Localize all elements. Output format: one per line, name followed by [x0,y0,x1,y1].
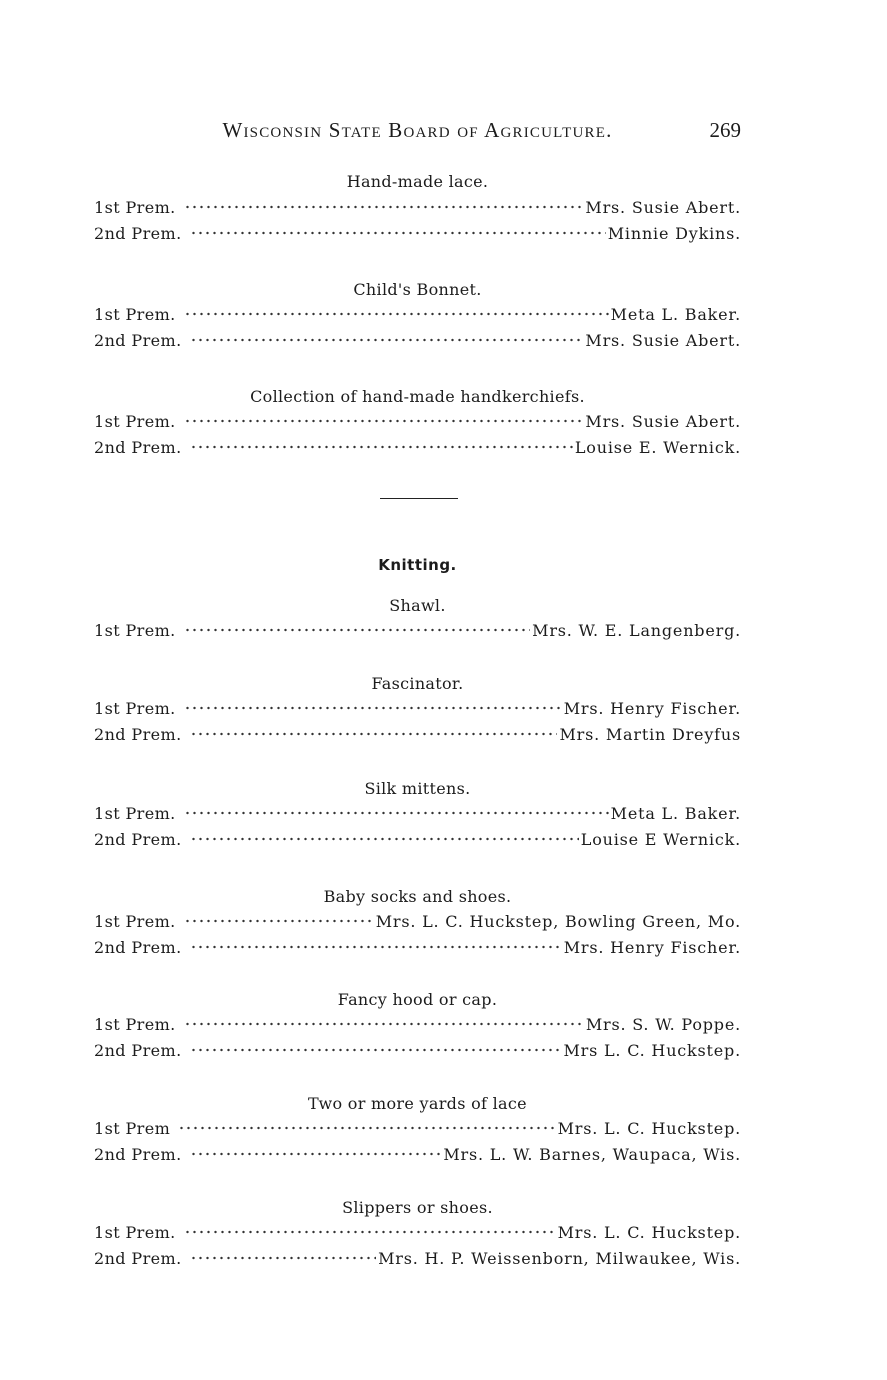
premium-label: 2nd Prem. [94,830,182,849]
premium-entry [94,699,741,721]
premium-label: 1st Prem [94,1119,171,1138]
premium-label: 1st Prem. [94,804,176,823]
premium-label: 1st Prem. [94,699,176,718]
winner-name: Meta L. Baker. [610,305,741,324]
running-title: Wisconsin State Board of Agriculture. [222,118,613,142]
dot-leader [184,1230,556,1234]
premium-entry [94,1119,741,1141]
premium-entry [94,1015,741,1037]
dot-leader [184,811,609,815]
category-title: Two or more yards of lace [308,1094,527,1113]
premium-label: 1st Prem. [94,1223,176,1242]
premium-label: 1st Prem. [94,305,176,324]
premium-label: 2nd Prem. [94,331,182,350]
winner-name: Mrs. Henry Fischer. [563,699,741,718]
dot-leader [190,837,579,841]
premium-label: 2nd Prem. [94,438,182,457]
premium-entry [94,621,741,643]
dot-leader [184,919,374,923]
winner-name: Mrs. Henry Fischer. [563,938,741,957]
winner-name: Mrs. Martin Dreyfus [559,725,741,744]
premium-entry [94,912,741,934]
premium-label: 2nd Prem. [94,938,182,957]
premium-entry [94,438,741,460]
dot-leader [184,628,530,632]
winner-name: Meta L. Baker. [610,804,741,823]
winner-name: Mrs. L. C. Huckstep. [557,1223,741,1242]
premium-entry [94,1041,741,1063]
premium-entry [94,830,741,852]
premium-entry [94,198,741,220]
winner-name: Mrs. L. W. Barnes, Waupaca, Wis. [443,1145,741,1164]
premium-label: 1st Prem. [94,412,176,431]
dot-leader [190,231,606,235]
premium-label: 2nd Prem. [94,1249,182,1268]
category-title: Collection of hand-made handkerchiefs. [250,387,585,406]
dot-leader [184,205,584,209]
winner-name: Mrs. Susie Abert. [585,412,741,431]
dot-leader [190,445,573,449]
premium-entry [94,804,741,826]
winner-name: Minnie Dykins. [607,224,741,243]
winner-name: Mrs. H. P. Weissenborn, Milwaukee, Wis. [378,1249,741,1268]
premium-entry [94,938,741,960]
category-title: Silk mittens. [364,779,471,798]
category-title: Fancy hood or cap. [337,990,498,1009]
category-title: Baby socks and shoes. [323,887,512,906]
premium-entry [94,412,741,434]
winner-name: Mrs. L. C. Huckstep, Bowling Green, Mo. [375,912,741,931]
dot-leader [184,419,584,423]
premium-entry [94,1223,741,1245]
winner-name: Louise E Wernick. [580,830,741,849]
premium-label: 1st Prem. [94,198,176,217]
premium-label: 1st Prem. [94,1015,176,1034]
category-title: Child's Bonnet. [353,280,482,299]
category-title: Hand-made lace. [346,172,489,191]
category-title: Slippers or shoes. [342,1198,493,1217]
dot-leader [190,1152,442,1156]
dot-leader [178,1126,555,1130]
running-head [94,118,741,148]
winner-name: Mrs. S. W. Poppe. [585,1015,741,1034]
dot-leader [190,1256,377,1260]
winner-name: Mrs. W. E. Langenberg. [532,621,741,640]
premium-entry [94,1145,741,1167]
dot-leader [190,338,584,342]
section-divider [380,498,458,499]
category-title: Shawl. [389,596,446,615]
premium-label: 2nd Prem. [94,725,182,744]
premium-label: 1st Prem. [94,912,176,931]
premium-label: 2nd Prem. [94,1145,182,1164]
dot-leader [184,1022,584,1026]
dot-leader [184,706,562,710]
winner-name: Louise E. Wernick. [574,438,741,457]
dot-leader [184,312,609,316]
category-title: Fascinator. [371,674,464,693]
premium-entry [94,331,741,353]
section-heading: Knitting. [378,556,457,574]
premium-entry [94,305,741,327]
dot-leader [190,732,558,736]
premium-entry [94,725,741,747]
dot-leader [190,945,562,949]
premium-entry [94,224,741,246]
premium-entry [94,1249,741,1271]
winner-name: Mrs. Susie Abert. [585,198,741,217]
winner-name: Mrs. L. C. Huckstep. [557,1119,741,1138]
premium-label: 2nd Prem. [94,1041,182,1060]
winner-name: Mrs. Susie Abert. [585,331,741,350]
premium-label: 1st Prem. [94,621,176,640]
page-number: 269 [709,118,741,142]
winner-name: Mrs L. C. Huckstep. [563,1041,741,1060]
dot-leader [190,1048,562,1052]
premium-label: 2nd Prem. [94,224,182,243]
